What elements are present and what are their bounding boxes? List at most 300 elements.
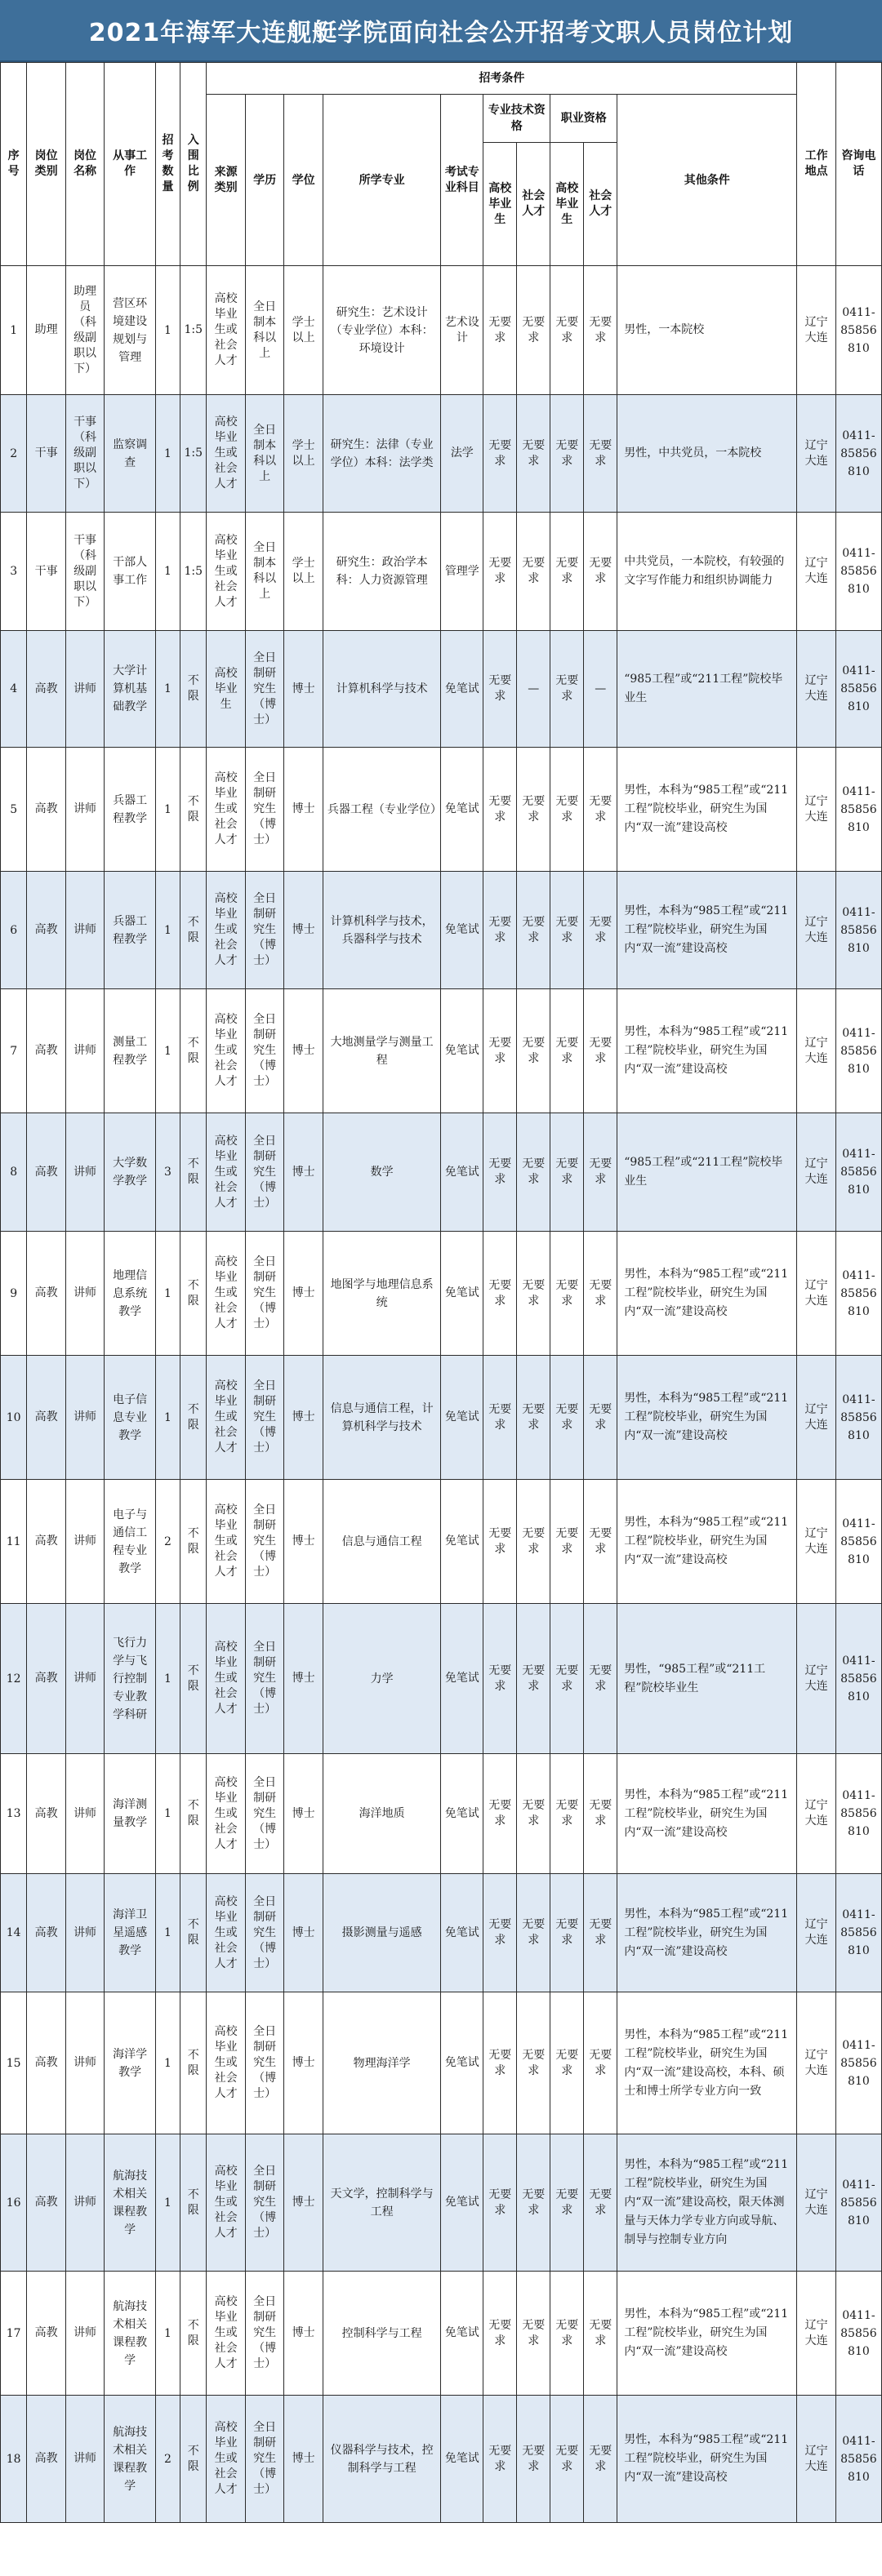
cell-degree: 博士 <box>284 631 323 748</box>
cell-location: 辽宁大连 <box>797 1356 835 1480</box>
cell-ratio: 不限 <box>180 631 207 748</box>
cell-ratio: 不限 <box>180 872 207 989</box>
cell-category: 高教 <box>27 2396 65 2523</box>
cell-phone: 0411-85856810 <box>835 2272 881 2396</box>
cell-position: 讲师 <box>65 2134 104 2272</box>
cell-source: 高校毕业生或社会人才 <box>207 1232 245 1356</box>
table-row <box>1 1754 882 1874</box>
cell-tech-social: 无要求 <box>517 1480 550 1604</box>
cell-education: 全日制研究生（博士） <box>245 2272 283 2396</box>
cell-tech-grad: 无要求 <box>483 989 517 1113</box>
table-row <box>1 513 882 631</box>
cell-position: 讲师 <box>65 1992 104 2134</box>
header-degree: 学位 <box>284 95 323 266</box>
cell-major: 计算机科学与技术 <box>323 631 441 748</box>
cell-major: 物理海洋学 <box>323 1992 441 2134</box>
cell-work: 飞行力学与飞行控制专业教学科研 <box>105 1604 156 1754</box>
cell-phone: 0411-85856810 <box>835 1232 881 1356</box>
cell-count: 2 <box>155 1480 180 1604</box>
cell-education: 全日制研究生（博士） <box>245 1113 283 1232</box>
cell-degree: 学士以上 <box>284 266 323 395</box>
header-job-grad: 高校毕业生 <box>550 143 584 266</box>
cell-phone: 0411-85856810 <box>835 2134 881 2272</box>
cell-position: 讲师 <box>65 1480 104 1604</box>
cell-job-social: 无要求 <box>584 2272 617 2396</box>
cell-source: 高校毕业生或社会人才 <box>207 872 245 989</box>
cell-exam: 免笔试 <box>441 1754 483 1874</box>
cell-tech-social: 无要求 <box>517 748 550 872</box>
cell-work: 电子与通信工程专业教学 <box>105 1480 156 1604</box>
cell-position: 讲师 <box>65 631 104 748</box>
cell-count: 1 <box>155 1604 180 1754</box>
cell-count: 1 <box>155 748 180 872</box>
cell-count: 1 <box>155 631 180 748</box>
table-row <box>1 2396 882 2523</box>
cell-education: 全日制研究生（博士） <box>245 1754 283 1874</box>
cell-job-social: 无要求 <box>584 989 617 1113</box>
cell-position: 讲师 <box>65 989 104 1113</box>
cell-work: 营区环境建设规划与管理 <box>105 266 156 395</box>
cell-seq: 16 <box>1 2134 27 2272</box>
cell-location: 辽宁大连 <box>797 1113 835 1232</box>
header-job-social: 社会人才 <box>584 143 617 266</box>
cell-exam: 管理学 <box>441 513 483 631</box>
cell-exam: 免笔试 <box>441 2134 483 2272</box>
cell-job-grad: 无要求 <box>550 1604 584 1754</box>
cell-tech-grad: 无要求 <box>483 748 517 872</box>
cell-major: 信息与通信工程 <box>323 1480 441 1604</box>
cell-count: 1 <box>155 2272 180 2396</box>
cell-location: 辽宁大连 <box>797 1874 835 1992</box>
cell-other: 男性，本科为“985工程”或“211工程”院校毕业，研究生为国内“双一流”建设高校，本科、硕士和博士所学专业方向一致 <box>617 1992 797 2134</box>
cell-degree: 博士 <box>284 1754 323 1874</box>
header-exam: 考试专业科目 <box>441 95 483 266</box>
cell-work: 航海技术相关课程教学 <box>105 2134 156 2272</box>
cell-category: 高教 <box>27 989 65 1113</box>
cell-tech-grad: 无要求 <box>483 1874 517 1992</box>
cell-ratio: 不限 <box>180 1604 207 1754</box>
cell-location: 辽宁大连 <box>797 1232 835 1356</box>
table-row <box>1 631 882 748</box>
cell-tech-social: 无要求 <box>517 1874 550 1992</box>
cell-education: 全日制研究生（博士） <box>245 1480 283 1604</box>
cell-ratio: 不限 <box>180 1874 207 1992</box>
cell-count: 1 <box>155 395 180 513</box>
cell-phone: 0411-85856810 <box>835 631 881 748</box>
cell-location: 辽宁大连 <box>797 1480 835 1604</box>
cell-education: 全日制研究生（博士） <box>245 1356 283 1480</box>
cell-count: 2 <box>155 2396 180 2523</box>
cell-education: 全日制研究生（博士） <box>245 872 283 989</box>
table-row <box>1 872 882 989</box>
cell-tech-social: 无要求 <box>517 1232 550 1356</box>
cell-ratio: 1:5 <box>180 395 207 513</box>
cell-source: 高校毕业生或社会人才 <box>207 1992 245 2134</box>
cell-exam: 免笔试 <box>441 748 483 872</box>
cell-location: 辽宁大连 <box>797 1754 835 1874</box>
cell-major: 天文学，控制科学与工程 <box>323 2134 441 2272</box>
cell-count: 1 <box>155 1874 180 1992</box>
cell-category: 干事 <box>27 513 65 631</box>
cell-work: 海洋卫星遥感教学 <box>105 1874 156 1992</box>
header-category: 岗位类别 <box>27 63 65 266</box>
cell-exam: 免笔试 <box>441 1604 483 1754</box>
header-tech-social: 社会人才 <box>517 143 550 266</box>
cell-category: 高教 <box>27 1604 65 1754</box>
header-major: 所学专业 <box>323 95 441 266</box>
cell-tech-grad: 无要求 <box>483 872 517 989</box>
cell-tech-social: 无要求 <box>517 1992 550 2134</box>
cell-exam: 免笔试 <box>441 1232 483 1356</box>
cell-work: 监察调查 <box>105 395 156 513</box>
cell-degree: 博士 <box>284 1480 323 1604</box>
cell-seq: 17 <box>1 2272 27 2396</box>
cell-ratio: 1:5 <box>180 266 207 395</box>
cell-major: 兵器工程（专业学位） <box>323 748 441 872</box>
header-seq: 序号 <box>1 63 27 266</box>
cell-job-social: 无要求 <box>584 1232 617 1356</box>
cell-source: 高校毕业生或社会人才 <box>207 1480 245 1604</box>
cell-location: 辽宁大连 <box>797 1992 835 2134</box>
cell-tech-grad: 无要求 <box>483 2134 517 2272</box>
cell-job-social: 无要求 <box>584 1480 617 1604</box>
cell-location: 辽宁大连 <box>797 631 835 748</box>
cell-phone: 0411-85856810 <box>835 1604 881 1754</box>
header-conditions: 招考条件 <box>207 63 797 95</box>
cell-tech-social: 无要求 <box>517 2396 550 2523</box>
cell-exam: 免笔试 <box>441 1480 483 1604</box>
header-tech-grad: 高校毕业生 <box>483 143 517 266</box>
table-row <box>1 1874 882 1992</box>
cell-position: 讲师 <box>65 1356 104 1480</box>
cell-work: 大学数学教学 <box>105 1113 156 1232</box>
cell-exam: 艺术设计 <box>441 266 483 395</box>
cell-count: 1 <box>155 1356 180 1480</box>
cell-exam: 免笔试 <box>441 1356 483 1480</box>
cell-seq: 6 <box>1 872 27 989</box>
cell-degree: 学士以上 <box>284 513 323 631</box>
cell-other: 男性，“985工程”或“211工程”院校毕业生 <box>617 1604 797 1754</box>
positions-table <box>0 62 882 2523</box>
cell-source: 高校毕业生或社会人才 <box>207 748 245 872</box>
header-work: 从事工作 <box>105 63 156 266</box>
cell-source: 高校毕业生或社会人才 <box>207 2396 245 2523</box>
cell-job-grad: 无要求 <box>550 1874 584 1992</box>
cell-ratio: 1:5 <box>180 513 207 631</box>
cell-location: 辽宁大连 <box>797 266 835 395</box>
cell-seq: 1 <box>1 266 27 395</box>
cell-major: 研究生：法律（专业学位）本科：法学类 <box>323 395 441 513</box>
cell-exam: 免笔试 <box>441 2396 483 2523</box>
table-row <box>1 989 882 1113</box>
cell-category: 高教 <box>27 872 65 989</box>
cell-category: 高教 <box>27 1113 65 1232</box>
cell-other: “985工程”或“211工程”院校毕业生 <box>617 631 797 748</box>
table-row <box>1 2134 882 2272</box>
cell-job-grad: 无要求 <box>550 1356 584 1480</box>
cell-ratio: 不限 <box>180 989 207 1113</box>
cell-work: 海洋学教学 <box>105 1992 156 2134</box>
cell-other: 男性，本科为“985工程”或“211工程”院校毕业，研究生为国内“双一流”建设高校 <box>617 748 797 872</box>
cell-count: 1 <box>155 872 180 989</box>
cell-tech-grad: 无要求 <box>483 1113 517 1232</box>
cell-education: 全日制研究生（博士） <box>245 1232 283 1356</box>
cell-ratio: 不限 <box>180 1113 207 1232</box>
cell-source: 高校毕业生 <box>207 631 245 748</box>
cell-exam: 免笔试 <box>441 631 483 748</box>
cell-job-social: 无要求 <box>584 1604 617 1754</box>
table-row <box>1 1232 882 1356</box>
cell-other: 男性，本科为“985工程”或“211工程”院校毕业，研究生为国内“双一流”建设高校 <box>617 1754 797 1874</box>
cell-exam: 免笔试 <box>441 1992 483 2134</box>
cell-position: 助理员（科级副职以下） <box>65 266 104 395</box>
cell-category: 高教 <box>27 1232 65 1356</box>
cell-work: 大学计算机基础教学 <box>105 631 156 748</box>
cell-category: 高教 <box>27 2134 65 2272</box>
cell-seq: 18 <box>1 2396 27 2523</box>
cell-job-grad: 无要求 <box>550 266 584 395</box>
cell-job-grad: 无要求 <box>550 1232 584 1356</box>
cell-tech-grad: 无要求 <box>483 266 517 395</box>
cell-seq: 7 <box>1 989 27 1113</box>
cell-tech-grad: 无要求 <box>483 1604 517 1754</box>
cell-other: 男性，本科为“985工程”或“211工程”院校毕业，研究生为国内“双一流”建设高校 <box>617 1874 797 1992</box>
cell-education: 全日制研究生（博士） <box>245 2134 283 2272</box>
header-position: 岗位名称 <box>65 63 104 266</box>
cell-education: 全日制研究生（博士） <box>245 1874 283 1992</box>
cell-phone: 0411-85856810 <box>835 989 881 1113</box>
cell-ratio: 不限 <box>180 1992 207 2134</box>
cell-category: 高教 <box>27 1874 65 1992</box>
cell-degree: 博士 <box>284 1992 323 2134</box>
cell-ratio: 不限 <box>180 2272 207 2396</box>
table-row <box>1 1356 882 1480</box>
cell-degree: 博士 <box>284 748 323 872</box>
cell-ratio: 不限 <box>180 1356 207 1480</box>
header-other: 其他条件 <box>617 95 797 266</box>
cell-job-social: 无要求 <box>584 1874 617 1992</box>
cell-job-social: 无要求 <box>584 395 617 513</box>
cell-position: 讲师 <box>65 748 104 872</box>
cell-education: 全日制本科以上 <box>245 395 283 513</box>
cell-phone: 0411-85856810 <box>835 1480 881 1604</box>
cell-ratio: 不限 <box>180 1754 207 1874</box>
cell-source: 高校毕业生或社会人才 <box>207 1356 245 1480</box>
cell-position: 讲师 <box>65 872 104 989</box>
cell-source: 高校毕业生或社会人才 <box>207 2272 245 2396</box>
cell-job-grad: 无要求 <box>550 2272 584 2396</box>
cell-major: 信息与通信工程，计算机科学与技术 <box>323 1356 441 1480</box>
cell-job-social: 无要求 <box>584 1356 617 1480</box>
cell-count: 1 <box>155 2134 180 2272</box>
cell-category: 干事 <box>27 395 65 513</box>
cell-work: 电子信息专业教学 <box>105 1356 156 1480</box>
cell-phone: 0411-85856810 <box>835 1113 881 1232</box>
cell-degree: 博士 <box>284 1604 323 1754</box>
cell-category: 高教 <box>27 1480 65 1604</box>
cell-seq: 12 <box>1 1604 27 1754</box>
cell-source: 高校毕业生或社会人才 <box>207 1874 245 1992</box>
cell-job-social: — <box>584 631 617 748</box>
cell-source: 高校毕业生或社会人才 <box>207 1113 245 1232</box>
table-row <box>1 1113 882 1232</box>
header-phone: 咨询电话 <box>835 63 881 266</box>
cell-tech-social: 无要求 <box>517 1754 550 1874</box>
cell-education: 全日制本科以上 <box>245 266 283 395</box>
cell-count: 1 <box>155 1232 180 1356</box>
cell-count: 1 <box>155 266 180 395</box>
cell-job-social: 无要求 <box>584 2134 617 2272</box>
cell-major: 力学 <box>323 1604 441 1754</box>
cell-phone: 0411-85856810 <box>835 513 881 631</box>
cell-job-social: 无要求 <box>584 1113 617 1232</box>
cell-other: 男性，本科为“985工程”或“211工程”院校毕业，研究生为国内“双一流”建设高校 <box>617 2396 797 2523</box>
cell-tech-grad: 无要求 <box>483 1992 517 2134</box>
cell-tech-grad: 无要求 <box>483 395 517 513</box>
cell-education: 全日制研究生（博士） <box>245 748 283 872</box>
cell-location: 辽宁大连 <box>797 395 835 513</box>
table-row <box>1 1992 882 2134</box>
cell-source: 高校毕业生或社会人才 <box>207 1604 245 1754</box>
cell-category: 高教 <box>27 748 65 872</box>
cell-job-social: 无要求 <box>584 1754 617 1874</box>
table-row <box>1 1480 882 1604</box>
cell-degree: 博士 <box>284 1356 323 1480</box>
cell-category: 助理 <box>27 266 65 395</box>
cell-position: 讲师 <box>65 2272 104 2396</box>
cell-education: 全日制研究生（博士） <box>245 989 283 1113</box>
cell-location: 辽宁大连 <box>797 748 835 872</box>
cell-tech-social: 无要求 <box>517 989 550 1113</box>
cell-position: 讲师 <box>65 1754 104 1874</box>
cell-work: 航海技术相关课程教学 <box>105 2272 156 2396</box>
cell-seq: 2 <box>1 395 27 513</box>
cell-tech-grad: 无要求 <box>483 1232 517 1356</box>
cell-seq: 8 <box>1 1113 27 1232</box>
cell-job-grad: 无要求 <box>550 1480 584 1604</box>
cell-education: 全日制研究生（博士） <box>245 1604 283 1754</box>
header-source: 来源类别 <box>207 95 245 266</box>
cell-count: 1 <box>155 1754 180 1874</box>
cell-education: 全日制研究生（博士） <box>245 2396 283 2523</box>
cell-other: 男性，本科为“985工程”或“211工程”院校毕业，研究生为国内“双一流”建设高校 <box>617 872 797 989</box>
cell-degree: 学士以上 <box>284 395 323 513</box>
cell-location: 辽宁大连 <box>797 872 835 989</box>
cell-other: 男性，一本院校 <box>617 266 797 395</box>
table-row <box>1 395 882 513</box>
cell-position: 干事（科级副职以下） <box>65 513 104 631</box>
cell-tech-social: 无要求 <box>517 2134 550 2272</box>
cell-tech-social: 无要求 <box>517 872 550 989</box>
table-row <box>1 2272 882 2396</box>
cell-other: 男性，本科为“985工程”或“211工程”院校毕业，研究生为国内“双一流”建设高校 <box>617 1356 797 1480</box>
cell-other: 男性，本科为“985工程”或“211工程”院校毕业，研究生为国内“双一流”建设高校 <box>617 989 797 1113</box>
cell-job-social: 无要求 <box>584 513 617 631</box>
cell-job-grad: 无要求 <box>550 513 584 631</box>
header-job-qual: 职业资格 <box>550 95 617 143</box>
cell-work: 干部人事工作 <box>105 513 156 631</box>
cell-job-grad: 无要求 <box>550 1754 584 1874</box>
cell-phone: 0411-85856810 <box>835 266 881 395</box>
cell-exam: 免笔试 <box>441 1113 483 1232</box>
cell-position: 讲师 <box>65 1232 104 1356</box>
cell-degree: 博士 <box>284 2396 323 2523</box>
cell-source: 高校毕业生或社会人才 <box>207 989 245 1113</box>
cell-other: 男性，本科为“985工程”或“211工程”院校毕业，研究生为国内“双一流”建设高校 <box>617 2272 797 2396</box>
cell-tech-grad: 无要求 <box>483 2272 517 2396</box>
cell-degree: 博士 <box>284 2272 323 2396</box>
cell-seq: 3 <box>1 513 27 631</box>
cell-location: 辽宁大连 <box>797 2272 835 2396</box>
cell-location: 辽宁大连 <box>797 989 835 1113</box>
cell-job-grad: 无要求 <box>550 395 584 513</box>
cell-position: 讲师 <box>65 1604 104 1754</box>
cell-location: 辽宁大连 <box>797 1604 835 1754</box>
cell-degree: 博士 <box>284 2134 323 2272</box>
cell-work: 海洋测量教学 <box>105 1754 156 1874</box>
cell-job-grad: 无要求 <box>550 872 584 989</box>
cell-other: 中共党员，一本院校，有较强的文字写作能力和组织协调能力 <box>617 513 797 631</box>
cell-other: 男性，本科为“985工程”或“211工程”院校毕业，研究生为国内“双一流”建设高校 <box>617 1232 797 1356</box>
cell-job-grad: 无要求 <box>550 989 584 1113</box>
cell-count: 1 <box>155 989 180 1113</box>
cell-seq: 11 <box>1 1480 27 1604</box>
cell-degree: 博士 <box>284 1113 323 1232</box>
header-count: 招考数量 <box>155 63 180 266</box>
cell-work: 测量工程教学 <box>105 989 156 1113</box>
cell-job-grad: 无要求 <box>550 748 584 872</box>
cell-work: 兵器工程教学 <box>105 872 156 989</box>
cell-exam: 免笔试 <box>441 1874 483 1992</box>
cell-phone: 0411-85856810 <box>835 395 881 513</box>
cell-degree: 博士 <box>284 1232 323 1356</box>
cell-ratio: 不限 <box>180 748 207 872</box>
cell-degree: 博士 <box>284 989 323 1113</box>
cell-tech-social: 无要求 <box>517 1356 550 1480</box>
cell-major: 摄影测量与遥感 <box>323 1874 441 1992</box>
cell-position: 讲师 <box>65 1874 104 1992</box>
cell-source: 高校毕业生或社会人才 <box>207 266 245 395</box>
cell-tech-grad: 无要求 <box>483 513 517 631</box>
cell-other: 男性，本科为“985工程”或“211工程”院校毕业，研究生为国内“双一流”建设高校 <box>617 1480 797 1604</box>
cell-source: 高校毕业生或社会人才 <box>207 1754 245 1874</box>
cell-category: 高教 <box>27 1992 65 2134</box>
cell-exam: 免笔试 <box>441 872 483 989</box>
cell-position: 讲师 <box>65 1113 104 1232</box>
cell-position: 讲师 <box>65 2396 104 2523</box>
cell-phone: 0411-85856810 <box>835 872 881 989</box>
cell-tech-social: 无要求 <box>517 513 550 631</box>
cell-seq: 5 <box>1 748 27 872</box>
cell-job-grad: 无要求 <box>550 1992 584 2134</box>
cell-tech-social: — <box>517 631 550 748</box>
cell-job-social: 无要求 <box>584 1992 617 2134</box>
table-row <box>1 748 882 872</box>
cell-major: 控制科学与工程 <box>323 2272 441 2396</box>
cell-seq: 10 <box>1 1356 27 1480</box>
cell-work: 航海技术相关课程教学 <box>105 2396 156 2523</box>
cell-work: 兵器工程教学 <box>105 748 156 872</box>
cell-tech-grad: 无要求 <box>483 2396 517 2523</box>
cell-job-grad: 无要求 <box>550 2134 584 2272</box>
cell-ratio: 不限 <box>180 1480 207 1604</box>
table-row <box>1 266 882 395</box>
cell-degree: 博士 <box>284 872 323 989</box>
cell-other: 男性，中共党员，一本院校 <box>617 395 797 513</box>
cell-major: 研究生：政治学本科：人力资源管理 <box>323 513 441 631</box>
cell-source: 高校毕业生或社会人才 <box>207 395 245 513</box>
cell-location: 辽宁大连 <box>797 513 835 631</box>
